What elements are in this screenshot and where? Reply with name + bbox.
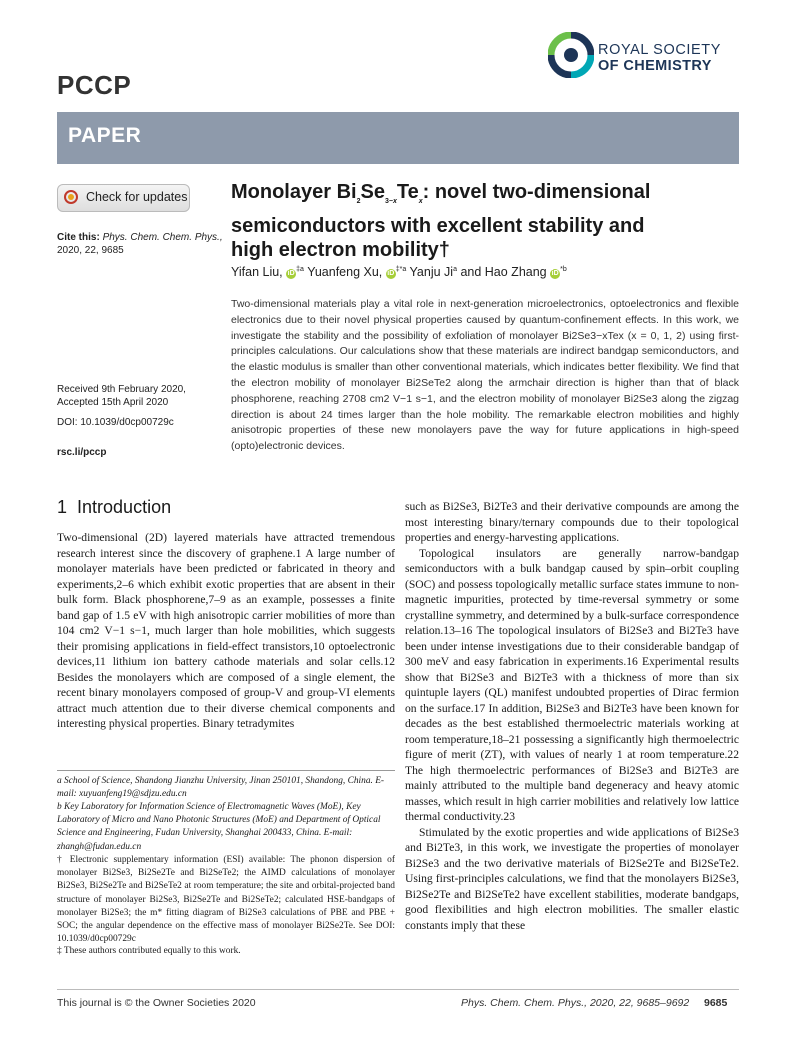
- intro-paragraph-1: Two-dimensional (2D) layered materials have attracted tremendous research interest since the discovery of graphene.1 A large number of monolayer materials have been predicted or fabricated in theory and experiments,2–6 which exhibit exotic properties that are absent in their bulk form. Black phosphorene,7–9 as an example, possesses a finite band gap of 1.5 eV with high anisotropic carrier mobilities of more than 104 cm2 V−1 s−1, much larger than hole mobilities, which suggests their promising applications in field-effect transistors,10 optoelectronic devices,11 lithium ion battery cathode materials and solar cells.12 Besides the monolayers which are composed of a single element, the recent binary monolayers composed of group-V and group-VI elements attract much attention due to their diverse chemical components and interesting physical properties. Binary tetradymites: [57, 531, 395, 730]
- cite-ref: 2020, 22, 9685: [57, 245, 124, 256]
- journal-name: PCCP: [57, 70, 132, 100]
- affiliation-b: b Key Laboratory for Information Science of Electromagnetic Waves (MoE), Key Laboratory of Micro and Nano Photonic Structures (MoE) and Department of Optical Science and Engineering, Fudan University, Shanghai 200433, China. E-mail: zhangh@fudan.edu.cn: [57, 802, 381, 852]
- footnote-divider: [57, 770, 395, 771]
- cite-label: Cite this:: [57, 232, 100, 243]
- section-title: Introduction: [77, 497, 172, 517]
- intro-paragraph-3: Topological insulators are generally narrow-bandgap semiconductors with a bulk bandgap caused by spin–orbit coupling (SOC) and possess topologically metallic surface states immune to non-magnetic impurities, protected by time-reversal symmetry or some crystalline symmetry, and determined by a bulk-surface correspondence relation.13–16 The topological insulators of Bi2Se3 and Bi2Te3 have been under intense investigations due to their considerable bandgap of 300 meV and easy fabrication in experiments.16 Experimental results show that Bi2Se3 and Bi2Te3 with a thickness of more than six quintuple layers (QL) manifest undoubted properties of Dirac fermion on the surface.17 In addition, Bi2Se3 and Bi2Te3 have been known for decades as the best established thermoelectric materials working at room temperature,18–21 possessing a significantly high thermoelectric figure of merit (ZT), with values of nearly 1 at room temperature.22 The high thermoelectric performances of Bi2Se3 and Bi2Te3 are mainly attributed to the multiple band degeneracy and heavy atomic masses, which result in high carrier mobilities and relatively low lattice thermal conductivity.23: [405, 546, 739, 823]
- accepted-date: Accepted 15th April 2020: [57, 397, 169, 408]
- right-column-text: [405, 499, 739, 933]
- author-affil: a: [453, 265, 457, 273]
- intro-paragraph-2: such as Bi2Se3, Bi2Te3 and their derivative compounds are among the most interesting binary/ternary compounds due to their topological properties and energy-harvesting applications.: [405, 500, 739, 544]
- journal-link[interactable]: rsc.li/pccp: [57, 447, 107, 458]
- article-title: [231, 180, 731, 262]
- section-number: 1: [57, 497, 68, 517]
- orcid-icon[interactable]: iD: [287, 270, 295, 277]
- author-name[interactable]: and Hao Zhang: [460, 265, 547, 279]
- article-type-banner: [57, 112, 739, 164]
- author-affil: ‡*a: [395, 265, 407, 273]
- equal-contribution-note: ‡ These authors contributed equally to this work.: [57, 946, 241, 956]
- author-name[interactable]: Yuanfeng Xu,: [307, 265, 383, 279]
- orcid-icon[interactable]: iD: [551, 270, 559, 277]
- page-number: 9685: [704, 997, 728, 1009]
- dates-block: [57, 383, 186, 409]
- doi[interactable]: DOI: 10.1039/d0cp00729c: [57, 417, 174, 428]
- affiliation-a: a School of Science, Shandong Jianzhu University, Jinan 250101, Shandong, China. E-mail: xuyuanfeng19@sdjzu.edu.cn: [57, 776, 385, 800]
- title-line1: Monolayer $Bi_2Se_{3-x}Te_x$: novel two-dimensional: [231, 181, 651, 205]
- rsc-logo-icon: [548, 32, 594, 78]
- cite-block: [57, 231, 223, 257]
- check-updates-button[interactable]: [57, 184, 190, 212]
- publisher-line2: OF CHEMISTRY: [598, 58, 712, 74]
- publisher-line1: ROYAL SOCIETY: [598, 42, 722, 58]
- footer-divider: [57, 989, 739, 990]
- author-name[interactable]: Yanju Ji: [409, 265, 454, 279]
- section-heading: [57, 497, 171, 518]
- title-line2: semiconductors with excellent stability and: [231, 215, 645, 237]
- cite-journal: Phys. Chem. Chem. Phys.,: [102, 232, 223, 243]
- orcid-icon[interactable]: iD: [387, 270, 395, 277]
- received-date: Received 9th February 2020,: [57, 384, 186, 395]
- author-name[interactable]: Yifan Liu,: [231, 265, 283, 279]
- intro-paragraph-4: Stimulated by the exotic properties and wide applications of Bi2Se3 and Bi2Te3, in this work, we investigate the properties of monolayer Bi2Se3 and the two derivative materials of Bi2Se2Te and Bi2SeTe2. Using first-principles calculations, we find that the monolayers Bi2Se3, Bi2Se2Te and Bi2SeTe2 have excellent stabilities, moderate bandgaps, good flexibilities and high electron mobilities. The smaller elastic constants imply that these: [405, 825, 739, 932]
- check-updates-icon: [64, 190, 78, 204]
- abstract: Two-dimensional materials play a vital role in next-generation microelectronics, optoelectronics and flexible electronics due to their novel physical properties caused by quantum-confinement effects. In this work, we investigate the stability and the possibility of exfoliation of monolayer Bi2Se3−xTex (x = 0, 1, 2) using first-principles calculations. Our calculations show that these materials are indirect bandgap semiconductors, and the elastic modulus is smaller than other conventional materials, which indicates better flexibility. We find that the electron mobility of monolayer Bi2SeTe2 along the armchair direction is higher than that of black phosphorene, reaching 2708 cm2 V−1 s−1, and the electron mobility of monolayer Bi2Se3 along the zigzag direction is about 24 times larger than the hole mobility. The remarkable electron mobilities and highly anisotropic properties of these new monolayers pave the way for future applications in high-speed (opto)electronic devices.: [231, 298, 739, 453]
- author-affil: ‡a: [296, 265, 304, 273]
- article-type: PAPER: [68, 124, 142, 147]
- left-column-text: [57, 530, 395, 732]
- author-affil: *b: [560, 265, 567, 273]
- title-line3: high electron mobility†: [231, 239, 450, 261]
- check-updates-label: Check for updates: [86, 190, 188, 204]
- copyright-line: This journal is © the Owner Societies 2020: [57, 997, 256, 1009]
- publisher-name: [598, 42, 721, 74]
- journal-citation: Phys. Chem. Chem. Phys., 2020, 22, 9685–9692: [461, 997, 690, 1009]
- esi-note: † Electronic supplementary information (ESI) available: The phonon dispersion of monolayer Bi2Se3, Bi2Se2Te and Bi2SeTe2; the AIMD calculations of monolayer Bi2Se3, Bi2Se2Te and Bi2SeTe2 at room temperature; the site and orbital-projected band structure of monolayer Bi2Se3, Bi2Se2Te and Bi2SeTe2; calculated HSE-bandgaps of monolayer Bi2Se3; the m* fitting diagram of Bi2Se3 calculations of PBE and PBE + SOC; the angular dependence on the effective mass of monolayer Bi2Se2Te. See DOI: 10.1039/d0cp00729c: [57, 855, 395, 945]
- author-list: [231, 265, 567, 279]
